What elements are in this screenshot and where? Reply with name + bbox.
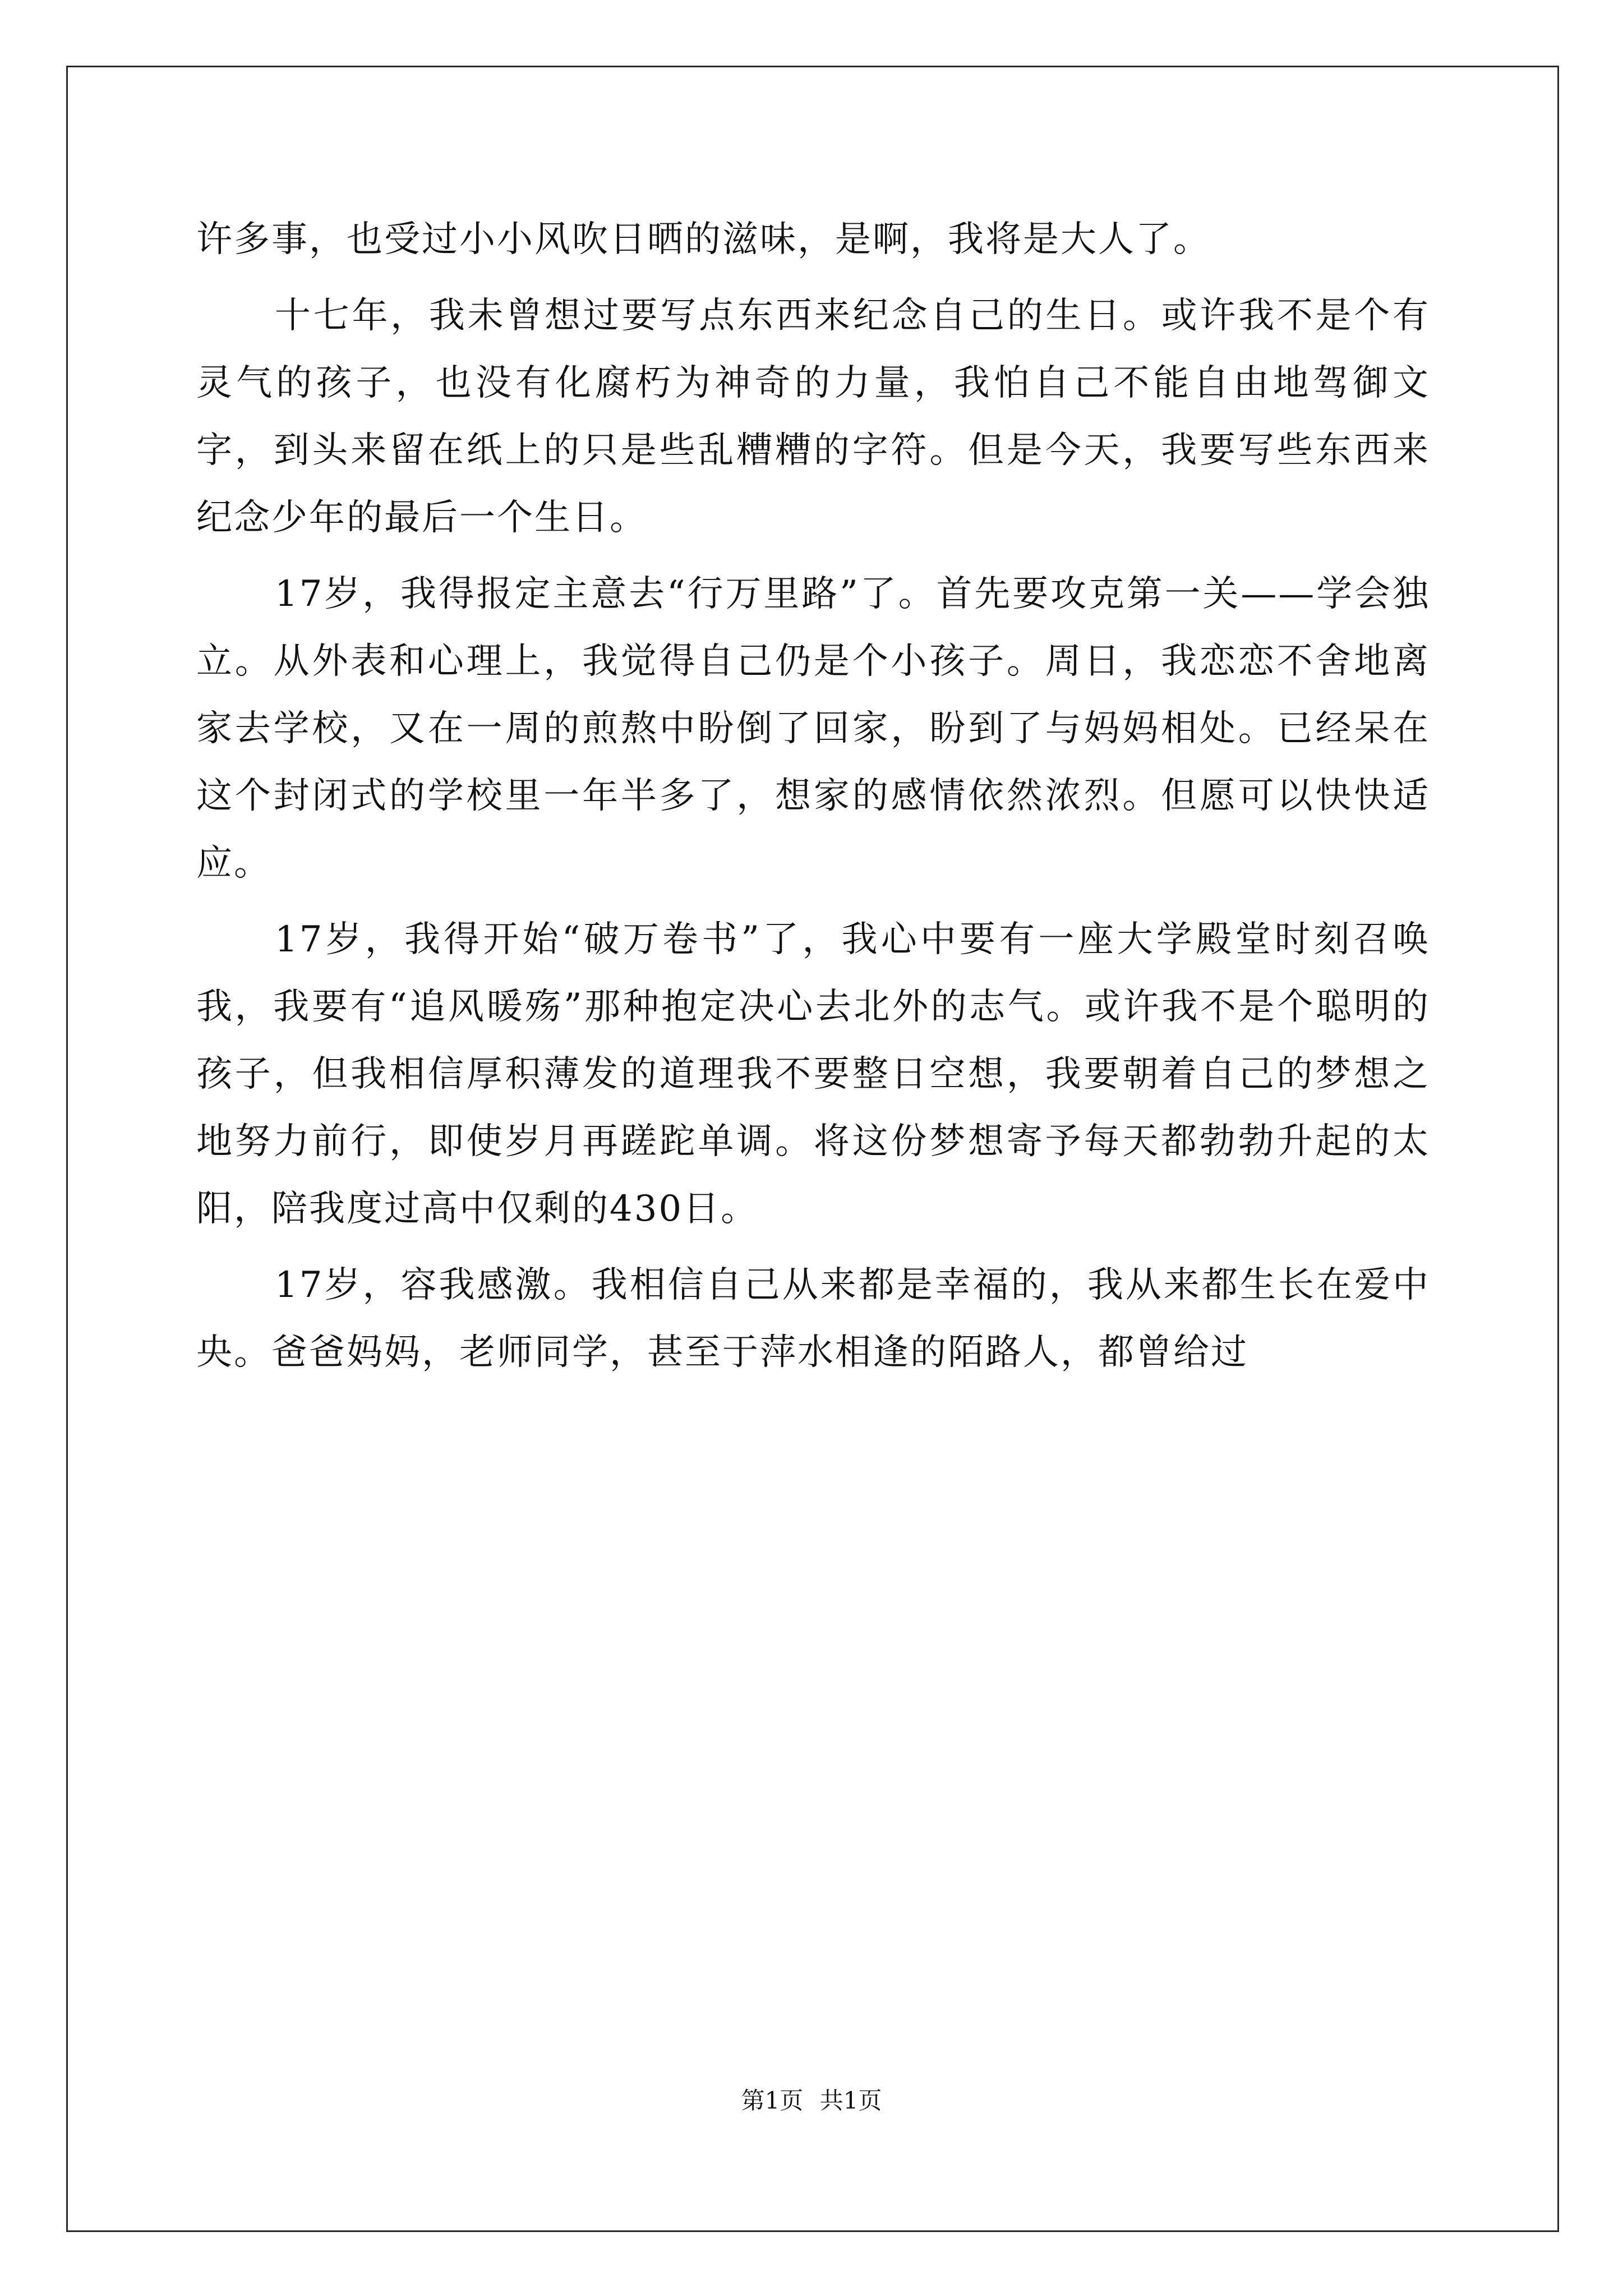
page-footer bbox=[0, 2082, 1623, 2116]
paragraph-5: 17岁，容我感激。我相信自己从来都是幸福的，我从来都生长在爱中央。爸爸妈妈，老师同学，甚至于萍水相逢的陌路人，都曾给过 bbox=[196, 1264, 1430, 1373]
document-body bbox=[196, 206, 1430, 1386]
page-total: 共1页 bbox=[819, 2087, 882, 2114]
paragraph-2: 十七年，我未曾想过要写点东西来纪念自己的生日。或许我不是个有灵气的孩子，也没有化腐朽为神奇的力量，我怕自己不能自由地驾御文字，到头来留在纸上的只是些乱糟糟的字符。但是今天，我要写些东西来纪念少年的最后一个生日。 bbox=[196, 295, 1430, 539]
paragraph-1: 许多事，也受过小小风吹日晒的滋味，是啊，我将是大人了。 bbox=[196, 219, 1211, 260]
paragraph-3: 17岁，我得报定主意去“行万里路”了。首先要攻克第一关——学会独立。从外表和心理上，我觉得自己仍是个小孩子。周日，我恋恋不舍地离家去学校，又在一周的煎熬中盼倒了回家，盼到了与妈妈相处。已经呆在这个封闭式的学校里一年半多了，想家的感情依然浓烈。但愿可以快快适应。 bbox=[196, 573, 1430, 884]
page-number: 第1页 bbox=[741, 2087, 804, 2114]
paragraph-4: 17岁，我得开始“破万卷书”了，我心中要有一座大学殿堂时刻召唤我，我要有“追风暖殇”那种抱定决心去北外的志气。或许我不是个聪明的孩子，但我相信厚积薄发的道理我不要整日空想，我要朝着自己的梦想之地努力前行，即使岁月再蹉跎单调。将这份梦想寄予每天都勃勃升起的太阳，陪我度过高中仅剩的430日。 bbox=[196, 919, 1430, 1230]
